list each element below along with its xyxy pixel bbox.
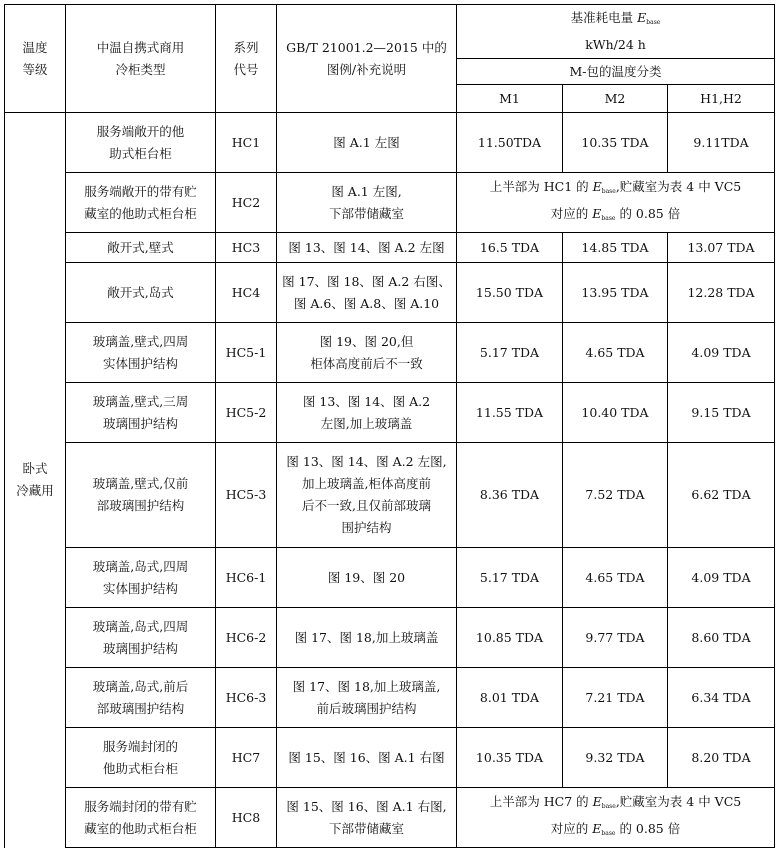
value-m2-cell: 7.21 TDA bbox=[563, 668, 668, 728]
value-m2-cell: 10.35 TDA bbox=[563, 113, 668, 173]
cabinet-type-cell: 玻璃盖,岛式,四周 实体围护结构 bbox=[66, 548, 216, 608]
note-var-sub: base bbox=[601, 829, 616, 837]
note-var: E bbox=[592, 793, 602, 809]
cabinet-type-cell: 玻璃盖,壁式,三周 玻璃围护结构 bbox=[66, 383, 216, 443]
header-energy-unit: kWh/24 h bbox=[585, 37, 646, 52]
series-code-cell: HC6-3 bbox=[216, 668, 277, 728]
legend-cell: 图 15、图 16、图 A.1 右图 bbox=[277, 728, 457, 788]
legend-cell: 图 A.1 左图 bbox=[277, 113, 457, 173]
cabinet-type-cell: 服务端敞开的他 助式柜台柜 bbox=[66, 113, 216, 173]
value-m1-cell: 10.85 TDA bbox=[457, 608, 563, 668]
series-code-cell: HC6-2 bbox=[216, 608, 277, 668]
table-row bbox=[5, 233, 775, 263]
cabinet-type-cell: 敞开式,岛式 bbox=[66, 263, 216, 323]
value-h-cell: 12.28 TDA bbox=[668, 263, 775, 323]
value-h-cell: 4.09 TDA bbox=[668, 323, 775, 383]
header-series: 系列 代号 bbox=[216, 5, 277, 113]
value-h-cell: 8.60 TDA bbox=[668, 608, 775, 668]
note-text: 对应的 bbox=[550, 820, 593, 836]
header-energy-title: 基准耗电量 bbox=[570, 10, 634, 25]
series-code-cell: HC5-1 bbox=[216, 323, 277, 383]
note-var-sub: base bbox=[601, 214, 616, 222]
table-row bbox=[5, 113, 775, 173]
series-code-cell: HC5-2 bbox=[216, 383, 277, 443]
cabinet-type-cell: 敞开式,壁式 bbox=[66, 233, 216, 263]
cabinet-type-cell: 玻璃盖,壁式,仅前 部玻璃围护结构 bbox=[66, 443, 216, 548]
legend-cell: 图 19、图 20 bbox=[277, 548, 457, 608]
value-m1-cell: 8.01 TDA bbox=[457, 668, 563, 728]
cabinet-type-cell: 玻璃盖,岛式,四周 玻璃围护结构 bbox=[66, 608, 216, 668]
value-m2-cell: 9.77 TDA bbox=[563, 608, 668, 668]
note-var: E bbox=[592, 178, 602, 194]
value-m2-cell: 4.65 TDA bbox=[563, 548, 668, 608]
table-row bbox=[5, 323, 775, 383]
value-m2-cell: 14.85 TDA bbox=[563, 233, 668, 263]
cabinet-type-cell: 玻璃盖,岛式,前后 部玻璃围护结构 bbox=[66, 668, 216, 728]
value-h-cell: 9.11TDA bbox=[668, 113, 775, 173]
header-mpkg: M-包的温度分类 bbox=[457, 59, 775, 85]
value-m2-cell: 9.32 TDA bbox=[563, 728, 668, 788]
header-m1: M1 bbox=[457, 85, 563, 113]
cabinet-type-cell: 玻璃盖,壁式,四周 实体围护结构 bbox=[66, 323, 216, 383]
value-m2-cell: 4.65 TDA bbox=[563, 323, 668, 383]
table-body bbox=[5, 113, 775, 848]
note-var: E bbox=[592, 820, 602, 836]
value-m1-cell: 5.17 TDA bbox=[457, 323, 563, 383]
value-m2-cell: 10.40 TDA bbox=[563, 383, 668, 443]
legend-cell: 图 A.1 左图, 下部带储藏室 bbox=[277, 173, 457, 233]
energy-table bbox=[4, 4, 775, 848]
legend-cell: 图 17、图 18、图 A.2 右图、 图 A.6、图 A.8、图 A.10 bbox=[277, 263, 457, 323]
value-m2-cell: 13.95 TDA bbox=[563, 263, 668, 323]
value-m1-cell: 11.50TDA bbox=[457, 113, 563, 173]
table-row bbox=[5, 788, 775, 848]
series-code-cell: HC1 bbox=[216, 113, 277, 173]
note-text: ,贮藏室为表 4 中 VC5 bbox=[615, 793, 742, 809]
note-text: 对应的 bbox=[550, 205, 593, 221]
value-m1-cell: 5.17 TDA bbox=[457, 548, 563, 608]
header-legend: GB/T 21001.2—2015 中的 图例/补充说明 bbox=[277, 5, 457, 113]
legend-cell: 图 17、图 18,加上玻璃盖, 前后玻璃围护结构 bbox=[277, 668, 457, 728]
legend-cell: 图 13、图 14、图 A.2 左图 bbox=[277, 233, 457, 263]
note-text: 的 0.85 倍 bbox=[615, 205, 681, 221]
value-h-cell: 6.34 TDA bbox=[668, 668, 775, 728]
legend-cell: 图 15、图 16、图 A.1 右图, 下部带储藏室 bbox=[277, 788, 457, 848]
note-text: ,贮藏室为表 4 中 VC5 bbox=[615, 178, 742, 194]
header-energy-sub: base bbox=[646, 19, 661, 26]
cabinet-type-cell: 服务端敞开的带有贮 藏室的他助式柜台柜 bbox=[66, 173, 216, 233]
value-m1-cell: 16.5 TDA bbox=[457, 233, 563, 263]
series-code-cell: HC8 bbox=[216, 788, 277, 848]
note-var: E bbox=[592, 205, 602, 221]
table-row bbox=[5, 728, 775, 788]
note-var-sub: base bbox=[601, 187, 616, 195]
value-m1-cell: 11.55 TDA bbox=[457, 383, 563, 443]
series-code-cell: HC2 bbox=[216, 173, 277, 233]
table-row bbox=[5, 608, 775, 668]
table-row bbox=[5, 383, 775, 443]
value-h-cell: 9.15 TDA bbox=[668, 383, 775, 443]
legend-cell: 图 19、图 20,但 柜体高度前后不一致 bbox=[277, 323, 457, 383]
value-m1-cell: 10.35 TDA bbox=[457, 728, 563, 788]
merged-note-cell bbox=[457, 788, 775, 848]
merged-note-cell bbox=[457, 173, 775, 233]
table-row bbox=[5, 443, 775, 548]
series-code-cell: HC6-1 bbox=[216, 548, 277, 608]
header-type: 中温自携式商用 冷柜类型 bbox=[66, 5, 216, 113]
value-m1-cell: 15.50 TDA bbox=[457, 263, 563, 323]
value-h-cell: 4.09 TDA bbox=[668, 548, 775, 608]
legend-cell: 图 17、图 18,加上玻璃盖 bbox=[277, 608, 457, 668]
value-h-cell: 8.20 TDA bbox=[668, 728, 775, 788]
header-m2: M2 bbox=[563, 85, 668, 113]
note-text: 的 0.85 倍 bbox=[615, 820, 681, 836]
value-m2-cell: 7.52 TDA bbox=[563, 443, 668, 548]
series-code-cell: HC7 bbox=[216, 728, 277, 788]
value-m1-cell: 8.36 TDA bbox=[457, 443, 563, 548]
table-row bbox=[5, 548, 775, 608]
header-grade: 温度 等级 bbox=[5, 5, 66, 113]
cabinet-type-cell: 服务端封闭的 他助式柜台柜 bbox=[66, 728, 216, 788]
header-energy-var: E bbox=[637, 10, 647, 25]
note-text: 上半部为 HC1 的 bbox=[489, 178, 593, 194]
legend-cell: 图 13、图 14、图 A.2 左图, 加上玻璃盖,柜体高度前 后不一致,且仅前部玻璃 围护结构 bbox=[277, 443, 457, 548]
header-h: H1,H2 bbox=[668, 85, 775, 113]
table-row bbox=[5, 263, 775, 323]
value-h-cell: 6.62 TDA bbox=[668, 443, 775, 548]
header-energy bbox=[457, 5, 775, 59]
note-var-sub: base bbox=[601, 802, 616, 810]
legend-cell: 图 13、图 14、图 A.2 左图,加上玻璃盖 bbox=[277, 383, 457, 443]
series-code-cell: HC4 bbox=[216, 263, 277, 323]
group-grade: 卧式 冷藏用 bbox=[5, 113, 66, 848]
cabinet-type-cell: 服务端封闭的带有贮 藏室的他助式柜台柜 bbox=[66, 788, 216, 848]
table-row bbox=[5, 668, 775, 728]
value-h-cell: 13.07 TDA bbox=[668, 233, 775, 263]
table-row bbox=[5, 173, 775, 233]
note-text: 上半部为 HC7 的 bbox=[489, 793, 593, 809]
series-code-cell: HC5-3 bbox=[216, 443, 277, 548]
series-code-cell: HC3 bbox=[216, 233, 277, 263]
